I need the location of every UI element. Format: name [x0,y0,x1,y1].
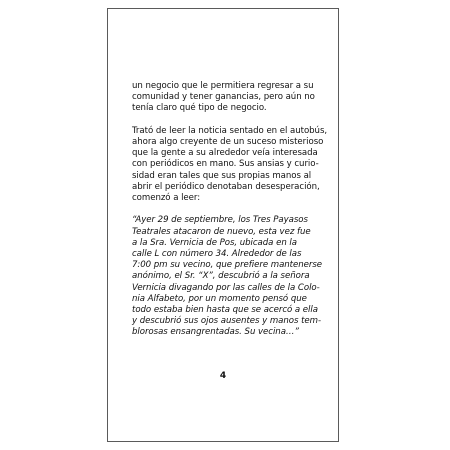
quote-line: nia Alfabeto, por un momento pensó que [132,293,307,304]
text-line: con periódicos en mano. Sus ansias y curio- [132,159,319,170]
text-line: un negocio que le permitiera regresar a su [132,81,314,91]
text-line: tenía claro qué tipo de negocio. [132,103,267,114]
paragraph-1 [132,81,320,115]
text-line: que la gente a su alrededor veía interesada [132,148,318,159]
quote-line: todo estaba bien hasta que se acercó a ella [132,305,318,316]
quote-line: 7:00 pm su vecino, que prefiere mantenerse [132,260,323,271]
page-number: 4 [219,371,227,381]
quote-line: Vernicia divagando por las calles de la Colo- [132,282,320,293]
quote-line: anónimo, el Sr. “X”, descubrió a la señora [132,271,310,282]
text-line: ahora algo creyente de un suceso misterioso [132,137,324,147]
text-line: comunidad y tener ganancias, pero aún no [132,92,315,103]
quote-line: a la Sra. Vernicia de Pos, ubicada en la [132,237,297,248]
text-line: comenzó a leer: [132,193,201,204]
paragraph-2 [132,125,328,204]
quote-line: blorosas ensangrentadas. Su vecina…” [132,327,299,338]
page-body-text [132,81,328,339]
newspaper-quote [132,215,323,338]
quote-line: “Ayer 29 de septiembre, los Tres Payasos [132,215,308,226]
text-line: sidad eran tales que sus propias manos al [132,170,312,181]
quote-line: y descubrió sus ojos ausentes y manos tem- [132,316,322,327]
book-page [107,8,339,442]
text-line: abrir el periódico denotaban desesperación, [132,181,320,192]
quote-line: calle L con número 34. Alrededor de las [132,249,302,260]
quote-line: Teatrales atacaron de nuevo, esta vez fue [132,226,311,237]
text-line: Trató de leer la noticia sentado en el autobús, [132,125,328,136]
